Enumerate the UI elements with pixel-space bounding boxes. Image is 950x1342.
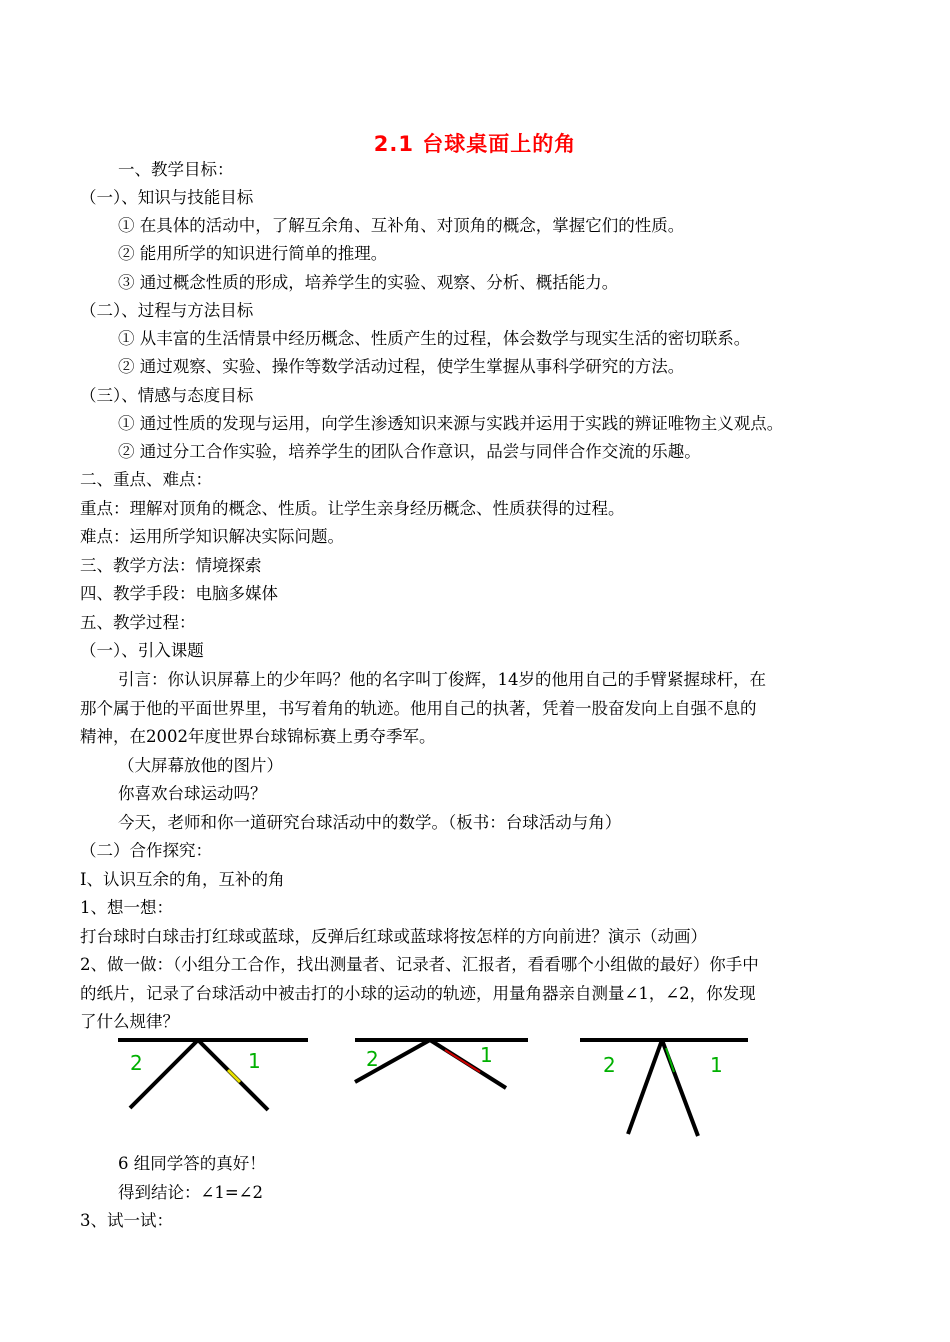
subsection-heading: （二）合作探究：	[80, 841, 212, 860]
subsection-heading: （三）、情感与态度目标	[80, 386, 254, 405]
paragraph: 那个属于他的平面世界里，书写着角的轨迹。他用自己的执著，凭着一股奋发向上自强不息的	[80, 699, 757, 718]
paragraph: 今天，老师和你一道研究台球活动中的数学。（板书：台球活动与角）	[118, 813, 622, 832]
angle-2-label: 2	[366, 1047, 379, 1071]
angle-figure-2	[355, 1040, 528, 1088]
list-item: ① 从丰富的生活情景中经历概念、性质产生的过程，体会数学与现实生活的密切联系。	[118, 329, 751, 348]
list-item: ② 通过观察、实验、操作等数学活动过程，使学生掌握从事科学研究的方法。	[118, 357, 685, 376]
list-item: ① 在具体的活动中，了解互余角、互补角、对顶角的概念，掌握它们的性质。	[118, 216, 685, 235]
paragraph: 6 组同学答的真好！	[118, 1154, 266, 1173]
paragraph: 引言：你认识屏幕上的少年吗？他的名字叫丁俊辉，14岁的他用自己的手臂紧握球杆，在	[118, 670, 766, 689]
paragraph: 打台球时白球击打红球或蓝球，反弹后红球或蓝球将按怎样的方向前进？演示（动画）	[80, 927, 707, 946]
section-heading: 三、教学方法：情境探索	[80, 556, 262, 575]
section-heading: 四、教学手段：电脑多媒体	[80, 584, 278, 603]
angle-1-label: 1	[248, 1049, 261, 1073]
billiard-angle-figures	[100, 1028, 760, 1146]
incoming-path	[628, 1040, 662, 1134]
list-item: ② 通过分工合作实验，培养学生的团队合作意识，品尝与同伴合作交流的乐趣。	[118, 442, 701, 461]
angle-1-label: 1	[710, 1053, 723, 1077]
document-title: 2.1 台球桌面上的角	[373, 132, 577, 156]
angle-figure-1	[118, 1040, 308, 1110]
conclusion: 得到结论：∠1=∠2	[118, 1183, 263, 1202]
list-item: ① 通过性质的发现与运用，向学生渗透知识来源与实践并运用于实践的辨证唯物主义观点。	[118, 414, 784, 433]
angle-figure-3	[580, 1040, 748, 1136]
section-heading: 二、重点、难点：	[80, 470, 212, 489]
paragraph: 了什么规律？	[80, 1012, 179, 1031]
trace-mark	[666, 1048, 674, 1072]
section-heading: 五、教学过程：	[80, 613, 196, 632]
trace-mark	[445, 1050, 480, 1072]
subsection-heading: I、认识互余的角，互补的角	[80, 870, 285, 889]
section-heading: 一、教学目标：	[118, 160, 234, 179]
paragraph: 1、想一想：	[80, 898, 173, 917]
paragraph: 难点：运用所学知识解决实际问题。	[80, 527, 344, 546]
paragraph: 你喜欢台球运动吗？	[118, 784, 267, 803]
list-item: ② 能用所学的知识进行简单的推理。	[118, 244, 388, 263]
list-item: ③ 通过概念性质的形成，培养学生的实验、观察、分析、概括能力。	[118, 273, 619, 292]
subsection-heading: （一）、知识与技能目标	[80, 188, 254, 207]
subsection-heading: （一）、引入课题	[80, 641, 204, 660]
paragraph: 的纸片，记录了台球活动中被击打的小球的运动的轨迹，用量角器亲自测量∠1，∠2，你发现	[80, 984, 756, 1003]
angle-2-label: 2	[603, 1053, 616, 1077]
paragraph: 重点：理解对顶角的概念、性质。让学生亲身经历概念、性质获得的过程。	[80, 499, 625, 518]
angle-1-label: 1	[480, 1043, 493, 1067]
angle-2-label: 2	[130, 1051, 143, 1075]
paragraph: 3、试一试：	[80, 1211, 173, 1230]
paragraph: 2、做一做：（小组分工合作，找出测量者、记录者、汇报者，看看哪个小组做的最好）你手中	[80, 955, 759, 974]
paragraph: （大屏幕放他的图片）	[118, 756, 283, 775]
trace-mark	[228, 1070, 240, 1082]
paragraph: 精神，在2002年度世界台球锦标赛上勇夺季军。	[80, 727, 436, 746]
subsection-heading: （二）、过程与方法目标	[80, 301, 254, 320]
